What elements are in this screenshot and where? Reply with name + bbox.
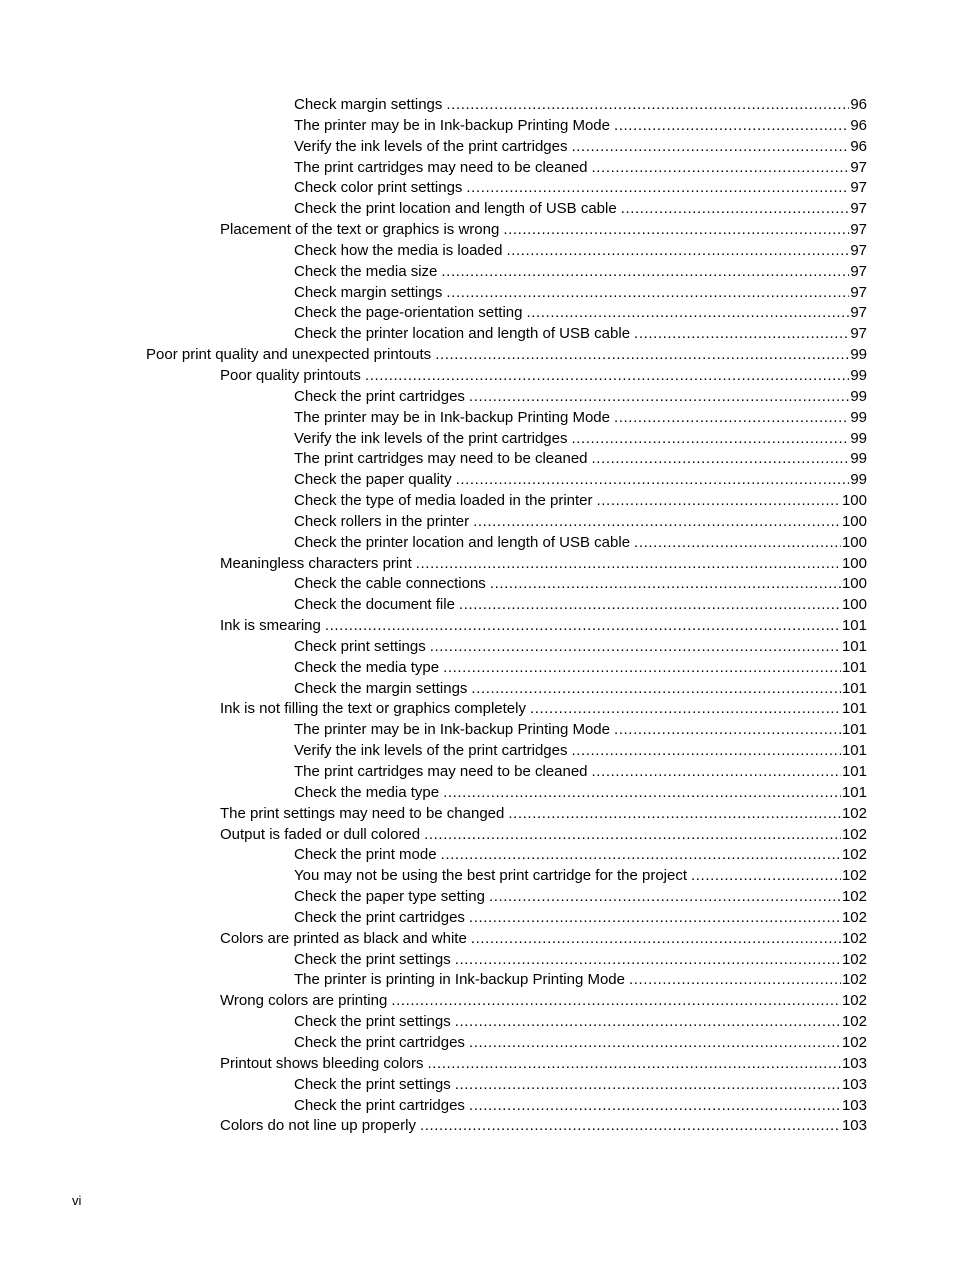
- dot-leader: [427, 1054, 841, 1075]
- dot-leader: [490, 574, 841, 595]
- toc-entry-page: 100: [841, 574, 867, 595]
- toc-entry-page: 101: [841, 762, 867, 783]
- toc-entry-title: Verify the ink levels of the print cartridges: [294, 137, 571, 158]
- toc-entry[interactable]: [294, 595, 954, 616]
- toc-entry-page: 99: [849, 429, 867, 450]
- toc-entry[interactable]: [294, 762, 954, 783]
- dot-leader: [526, 303, 849, 324]
- toc-entry-page: 99: [849, 345, 867, 366]
- toc-entry-title: Check the paper type setting: [294, 887, 489, 908]
- toc-entry-title: Placement of the text or graphics is wrong: [220, 220, 503, 241]
- toc-entry-title: Check the paper quality: [294, 470, 456, 491]
- toc-entry-title: Check the margin settings: [294, 679, 471, 700]
- toc-entry[interactable]: [294, 637, 954, 658]
- toc-entry-page: 101: [841, 679, 867, 700]
- toc-entry-title: Meaningless characters print: [220, 554, 416, 575]
- toc-entry-title: The print cartridges may need to be cleaned: [294, 449, 592, 470]
- toc-entry[interactable]: [220, 554, 954, 575]
- toc-entry-page: 97: [849, 178, 867, 199]
- toc-entry[interactable]: [294, 283, 954, 304]
- dot-leader: [446, 283, 849, 304]
- dot-leader: [634, 324, 849, 345]
- toc-entry-title: Check margin settings: [294, 283, 446, 304]
- toc-entry[interactable]: [294, 533, 954, 554]
- toc-entry-title: Check the media type: [294, 658, 443, 679]
- toc-entry[interactable]: [294, 324, 954, 345]
- toc-entry-title: The print settings may need to be changed: [220, 804, 508, 825]
- toc-entry-page: 103: [841, 1075, 867, 1096]
- toc-entry[interactable]: [294, 387, 954, 408]
- toc-entry-page: 101: [841, 783, 867, 804]
- toc-entry-page: 102: [841, 991, 867, 1012]
- toc-entry-title: Wrong colors are printing: [220, 991, 391, 1012]
- dot-leader: [424, 825, 841, 846]
- toc-entry[interactable]: [220, 220, 954, 241]
- dot-leader: [455, 1075, 841, 1096]
- table-of-contents: [0, 95, 954, 1137]
- toc-entry-title: Verify the ink levels of the print cartridges: [294, 429, 571, 450]
- toc-entry-title: Output is faded or dull colored: [220, 825, 424, 846]
- toc-entry-title: Ink is smearing: [220, 616, 325, 637]
- toc-entry-title: Check the print settings: [294, 950, 455, 971]
- toc-entry-page: 101: [841, 616, 867, 637]
- dot-leader: [430, 637, 841, 658]
- dot-leader: [473, 512, 841, 533]
- dot-leader: [469, 908, 841, 929]
- dot-leader: [571, 741, 841, 762]
- toc-entry-title: You may not be using the best print cartridge for the project: [294, 866, 691, 887]
- toc-entry-page: 102: [841, 908, 867, 929]
- toc-entry-page: 102: [841, 1012, 867, 1033]
- dot-leader: [614, 116, 849, 137]
- dot-leader: [621, 199, 850, 220]
- toc-entry-title: Poor quality printouts: [220, 366, 365, 387]
- dot-leader: [466, 178, 849, 199]
- toc-entry-title: Verify the ink levels of the print cartridges: [294, 741, 571, 762]
- toc-entry-title: Check the cable connections: [294, 574, 490, 595]
- toc-entry-title: Check how the media is loaded: [294, 241, 506, 262]
- toc-entry-page: 101: [841, 741, 867, 762]
- toc-entry[interactable]: [220, 825, 954, 846]
- toc-entry[interactable]: [294, 429, 954, 450]
- toc-entry[interactable]: [294, 866, 954, 887]
- toc-entry-title: Check the document file: [294, 595, 459, 616]
- toc-entry-page: 97: [849, 303, 867, 324]
- toc-entry-title: Check the print location and length of USB cable: [294, 199, 621, 220]
- toc-entry[interactable]: [294, 1012, 954, 1033]
- toc-entry[interactable]: [294, 137, 954, 158]
- toc-entry-page: 101: [841, 637, 867, 658]
- toc-entry-page: 103: [841, 1116, 867, 1137]
- toc-entry[interactable]: [294, 449, 954, 470]
- toc-entry[interactable]: [294, 908, 954, 929]
- toc-entry[interactable]: [294, 720, 954, 741]
- toc-entry[interactable]: [294, 1033, 954, 1054]
- dot-leader: [592, 449, 850, 470]
- dot-leader: [634, 533, 841, 554]
- dot-leader: [691, 866, 841, 887]
- toc-entry[interactable]: [294, 470, 954, 491]
- dot-leader: [441, 262, 849, 283]
- toc-entry-page: 99: [849, 470, 867, 491]
- toc-entry-title: The print cartridges may need to be cleaned: [294, 158, 592, 179]
- dot-leader: [471, 929, 841, 950]
- dot-leader: [530, 699, 841, 720]
- toc-entry-page: 100: [841, 554, 867, 575]
- toc-entry-title: Check the page-orientation setting: [294, 303, 526, 324]
- toc-entry-page: 102: [841, 825, 867, 846]
- toc-entry[interactable]: [220, 616, 954, 637]
- toc-entry-title: Check margin settings: [294, 95, 446, 116]
- toc-entry[interactable]: [220, 929, 954, 950]
- dot-leader: [416, 554, 841, 575]
- toc-entry-page: 97: [849, 241, 867, 262]
- dot-leader: [503, 220, 849, 241]
- toc-entry-page: 99: [849, 449, 867, 470]
- toc-entry-page: 103: [841, 1096, 867, 1117]
- toc-entry[interactable]: [220, 1054, 954, 1075]
- toc-entry-title: Printout shows bleeding colors: [220, 1054, 427, 1075]
- toc-entry-page: 100: [841, 595, 867, 616]
- toc-entry-title: Check the media size: [294, 262, 441, 283]
- toc-entry[interactable]: [294, 845, 954, 866]
- toc-entry-title: Check the printer location and length of USB cable: [294, 324, 634, 345]
- toc-entry-page: 97: [849, 158, 867, 179]
- toc-entry[interactable]: [294, 658, 954, 679]
- dot-leader: [469, 1033, 841, 1054]
- toc-entry[interactable]: [294, 679, 954, 700]
- dot-leader: [629, 970, 841, 991]
- dot-leader: [571, 137, 849, 158]
- toc-entry-page: 96: [849, 95, 867, 116]
- dot-leader: [469, 1096, 841, 1117]
- toc-entry[interactable]: [294, 512, 954, 533]
- toc-entry-title: Colors do not line up properly: [220, 1116, 420, 1137]
- toc-entry-title: Check color print settings: [294, 178, 466, 199]
- toc-entry[interactable]: [294, 887, 954, 908]
- toc-entry-page: 97: [849, 283, 867, 304]
- dot-leader: [471, 679, 841, 700]
- toc-entry[interactable]: [294, 262, 954, 283]
- dot-leader: [508, 804, 841, 825]
- toc-entry-title: Check the type of media loaded in the printer: [294, 491, 597, 512]
- toc-entry[interactable]: [294, 1096, 954, 1117]
- toc-entry[interactable]: [294, 741, 954, 762]
- toc-entry-page: 103: [841, 1054, 867, 1075]
- toc-entry-page: 102: [841, 845, 867, 866]
- dot-leader: [592, 762, 841, 783]
- toc-entry-page: 97: [849, 199, 867, 220]
- toc-entry-page: 99: [849, 366, 867, 387]
- dot-leader: [456, 470, 850, 491]
- dot-leader: [391, 991, 841, 1012]
- toc-entry[interactable]: [220, 699, 954, 720]
- toc-entry[interactable]: [294, 970, 954, 991]
- toc-entry-title: Check the print settings: [294, 1075, 455, 1096]
- toc-entry-title: Check print settings: [294, 637, 430, 658]
- dot-leader: [455, 950, 841, 971]
- toc-entry[interactable]: [220, 1116, 954, 1137]
- toc-entry-page: 97: [849, 220, 867, 241]
- toc-entry-page: 100: [841, 491, 867, 512]
- toc-entry-title: The printer may be in Ink-backup Printing Mode: [294, 720, 614, 741]
- toc-entry[interactable]: [294, 574, 954, 595]
- dot-leader: [469, 387, 849, 408]
- toc-entry[interactable]: [294, 408, 954, 429]
- toc-entry-page: 102: [841, 866, 867, 887]
- toc-entry-title: The printer is printing in Ink-backup Printing Mode: [294, 970, 629, 991]
- toc-entry-title: Check the media type: [294, 783, 443, 804]
- toc-entry-title: Colors are printed as black and white: [220, 929, 471, 950]
- toc-entry-page: 101: [841, 699, 867, 720]
- toc-entry-title: Check the print cartridges: [294, 387, 469, 408]
- toc-entry[interactable]: [294, 1075, 954, 1096]
- dot-leader: [446, 95, 849, 116]
- toc-entry[interactable]: [294, 116, 954, 137]
- toc-entry[interactable]: [220, 991, 954, 1012]
- toc-entry-page: 96: [849, 137, 867, 158]
- toc-entry-title: The printer may be in Ink-backup Printing Mode: [294, 116, 614, 137]
- toc-entry-title: Check the print cartridges: [294, 1033, 469, 1054]
- toc-entry-title: Check the printer location and length of USB cable: [294, 533, 634, 554]
- dot-leader: [443, 658, 841, 679]
- toc-entry[interactable]: [294, 95, 954, 116]
- toc-entry[interactable]: [294, 783, 954, 804]
- dot-leader: [441, 845, 841, 866]
- toc-entry-page: 99: [849, 387, 867, 408]
- toc-entry[interactable]: [220, 366, 954, 387]
- toc-entry-page: 102: [841, 804, 867, 825]
- toc-entry[interactable]: [220, 804, 954, 825]
- toc-entry-title: Check rollers in the printer: [294, 512, 473, 533]
- dot-leader: [597, 491, 841, 512]
- dot-leader: [614, 408, 849, 429]
- dot-leader: [420, 1116, 841, 1137]
- toc-entry-page: 100: [841, 512, 867, 533]
- toc-entry-title: Check the print mode: [294, 845, 441, 866]
- dot-leader: [506, 241, 849, 262]
- dot-leader: [435, 345, 849, 366]
- toc-entry[interactable]: [294, 199, 954, 220]
- toc-entry-page: 102: [841, 929, 867, 950]
- toc-entry-title: The print cartridges may need to be cleaned: [294, 762, 592, 783]
- dot-leader: [614, 720, 841, 741]
- toc-entry-page: 101: [841, 658, 867, 679]
- toc-entry-page: 101: [841, 720, 867, 741]
- toc-entry[interactable]: [294, 178, 954, 199]
- toc-entry-page: 97: [849, 262, 867, 283]
- toc-entry-title: The printer may be in Ink-backup Printing Mode: [294, 408, 614, 429]
- toc-entry-title: Poor print quality and unexpected printouts: [146, 345, 435, 366]
- dot-leader: [571, 429, 849, 450]
- dot-leader: [325, 616, 841, 637]
- toc-entry-title: Check the print settings: [294, 1012, 455, 1033]
- toc-entry-title: Check the print cartridges: [294, 1096, 469, 1117]
- toc-entry-page: 99: [849, 408, 867, 429]
- toc-entry[interactable]: [294, 241, 954, 262]
- toc-entry-title: Check the print cartridges: [294, 908, 469, 929]
- toc-entry-page: 97: [849, 324, 867, 345]
- page-number: vi: [72, 1193, 82, 1208]
- toc-entry-page: 102: [841, 970, 867, 991]
- toc-entry-page: 102: [841, 1033, 867, 1054]
- dot-leader: [365, 366, 849, 387]
- toc-entry[interactable]: [294, 950, 954, 971]
- dot-leader: [592, 158, 850, 179]
- toc-entry-page: 96: [849, 116, 867, 137]
- dot-leader: [455, 1012, 841, 1033]
- dot-leader: [443, 783, 841, 804]
- toc-entry-page: 102: [841, 887, 867, 908]
- toc-entry-page: 102: [841, 950, 867, 971]
- toc-entry[interactable]: [294, 303, 954, 324]
- toc-entry-title: Ink is not filling the text or graphics completely: [220, 699, 530, 720]
- toc-entry-page: 100: [841, 533, 867, 554]
- toc-entry[interactable]: [146, 345, 954, 366]
- toc-entry[interactable]: [294, 491, 954, 512]
- dot-leader: [459, 595, 841, 616]
- dot-leader: [489, 887, 841, 908]
- toc-entry[interactable]: [294, 158, 954, 179]
